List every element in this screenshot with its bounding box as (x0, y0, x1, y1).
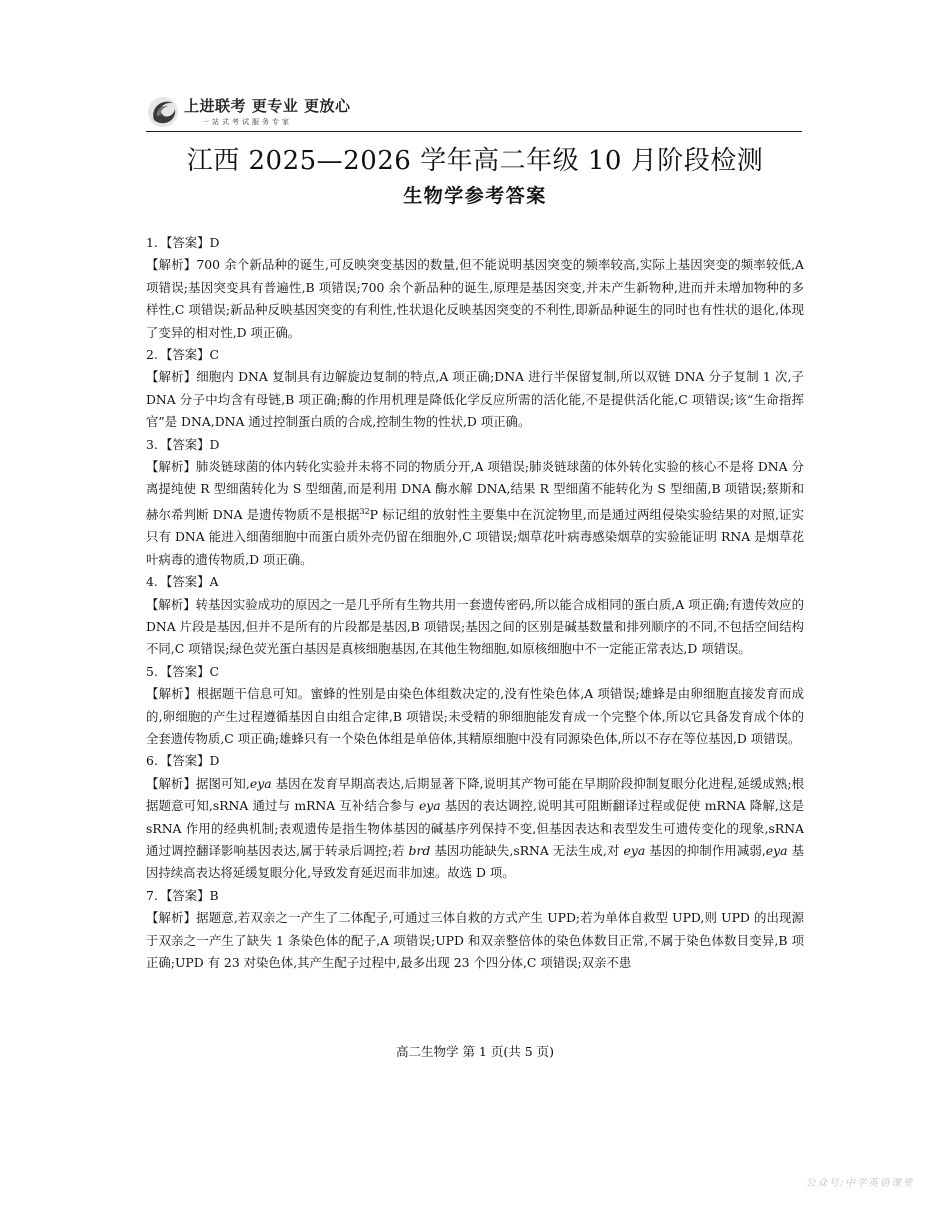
analysis-text (146, 773, 804, 885)
analysis-part: 【解析】肺炎链球菌的体内转化实验并未将不同的物质分开,A 项错误;肺炎链球菌的体外转化实验的核心不是将 DNA 分离提纯使 R 型细菌转化为 S 型细菌,而是利用 DNA 酶水解 DNA,结果 R 型细菌不能转化为 S 型细菌,B 项错误;蔡斯和赫尔希判断 DNA 是遗传物质不是根据 (146, 459, 804, 522)
exam-subtitle: 生物学参考答案 (403, 185, 547, 207)
analysis-text: 【解析】细胞内 DNA 复制具有边解旋边复制的特点,A 项正确;DNA 进行半保留复制,所以双链 DNA 分子复制 1 次,子 DNA 分子中均含有母链,B 项正确;酶的作用机理是降低化学反应所需的活化能,不是提供活化能,C 项错误;该“生命指挥官”是 DNA,DNA 通过控制蛋白质的合成,控制生物的性状,D 项正确。 (146, 369, 804, 430)
answer-text: 【答案】D (160, 235, 220, 250)
page-footer: 高二生物学 第 1 页(共 5 页) (395, 1044, 555, 1059)
question-item-2 (146, 344, 804, 434)
answer-text: 【答案】B (160, 887, 219, 903)
isotope-superscript: 32 (359, 506, 370, 516)
answer-text: 【答案】A (160, 574, 219, 590)
question-number: 5. (146, 663, 158, 679)
brand-slogan: 上进联考 更专业 更放心 (184, 97, 351, 115)
analysis-text: 【解析】700 余个新品种的诞生,可反映突变基因的数量,但不能说明基因突变的频率较高,实际上基因突变的频率较低,A 项错误;基因突变具有普遍性,B 项错误;700 余个新品种的诞生,原理是基因突变,并未产生新物种,进而并未增加物种的多样性,C 项错误;新品种反映基因突变的有利性,性状退化反映基因突变的不利性,即新品种诞生的同时也有性状的退化,体现了变异的相对性,D 项正确。 (146, 257, 804, 340)
analysis-text: 【解析】据题意,若双亲之一产生了二体配子,可通过三体自救的方式产生 UPD;若为单体自救型 UPD,则 UPD 的出现源于双亲之一产生了缺失 1 条染色体的配子,A 项错误;UPD 和双亲整倍体的染色体数目正常,不属于染色体数目变异,B 项正确;UPD 有 23 对染色体,其产生配子过程中,最多出现 23 个四分体,C 项错误;双亲不患 (146, 910, 804, 970)
question-number: 3. (146, 436, 158, 452)
brand-subslogan: 一站式考试服务专家 (202, 118, 292, 126)
answer-line (146, 344, 804, 366)
gene-name: eya (249, 775, 272, 791)
question-item-7 (146, 885, 804, 975)
answer-line (146, 885, 804, 907)
analysis-part: 基因持续高表达将延缓复眼分化,导致发育延迟而非加速。故选 D 项。 (146, 842, 804, 881)
exam-title: 江西 2025—2026 学年高二年级 10 月阶段检测 (186, 146, 764, 176)
answer-line (146, 750, 804, 772)
watermark: 公众号:中学英语课堂 (805, 1178, 914, 1189)
answer-text: 【答案】C (160, 663, 220, 679)
question-number: 6. (146, 753, 158, 769)
analysis-text: 【解析】转基因实验成功的原因之一是几乎所有生物共用一套遗传密码,所以能合成相同的蛋白质,A 项正确;有遗传效应的 DNA 片段是基因,但并不是所有的片段都是基因,B 项错误;基因之间的区别是碱基数量和排列顺序的不同,不包括空间结构不同,C 项错误;绿色荧光蛋白基因是真核细胞基因,在其他生物细胞,如原核细胞中不一定能正常表达,D 项错误。 (146, 596, 804, 657)
analysis-part: 基因在发育早期高表达,后期显著下降,说明其产物可能在早期阶段抑制复眼分化进程,延缓成熟;根据题意可知,sRNA 通过与 mRNA 互补结合参与 (146, 775, 804, 814)
question-item-6 (146, 750, 804, 884)
question-item-1 (146, 232, 804, 344)
answer-text: 【答案】D (160, 753, 220, 769)
question-number: 2. (146, 347, 158, 363)
question-number: 1. (146, 235, 158, 250)
question-item-3 (146, 434, 804, 571)
answer-text: 【答案】C (160, 347, 220, 363)
analysis-part: P 标记组的放射性主要集中在沉淀物里,而是通过两组侵染实验结果的对照,证实只有 DNA 能进入细菌细胞中而蛋白质外壳仍留在细胞外,C 项错误;烟草花叶病毒感染烟草的实验能证明 RNA 是烟草花叶病毒的遗传物质,D 项正确。 (146, 506, 804, 567)
gene-name: eya (418, 798, 441, 814)
gene-name: eya (623, 842, 646, 858)
analysis-part: 【解析】据图可知, (146, 775, 250, 791)
analysis-part: 基因功能缺失,sRNA 无法生成,对 (430, 842, 624, 858)
analysis-text: 【解析】根据题干信息可知。蜜蜂的性别是由染色体组数决定的,没有性染色体,A 项错误;雄蜂是由卵细胞直接发育而成的,卵细胞的产生过程遵循基因自由组合定律,B 项错误;未受精的卵细胞能发育成一个完整个体,所以它具备发育成个体的全套遗传物质,C 项正确;雄蜂只有一个染色体组是单倍体,其精原细胞中没有同源染色体,所以不存在等位基因,D 项错误。 (146, 686, 804, 746)
answer-line (146, 434, 804, 456)
gene-name: brd (408, 842, 431, 858)
answer-list (146, 232, 804, 974)
answer-line (146, 571, 804, 593)
question-item-5 (146, 661, 804, 751)
answer-text: 【答案】D (160, 436, 220, 452)
analysis-part: 基因的抑制作用减弱, (645, 842, 766, 858)
answer-line (146, 232, 804, 254)
analysis-part: 基因的表达调控,说明其可阻断翻译过程或促使 mRNA 降解,这是 sRNA 作用的经典机制;表观遗传是指生物体基因的碱基序列保持不变,但基因表达和表型发生可遗传变化的现象,sRNA 通过调控翻译影响基因表达,属于转录后调控;若 (146, 798, 805, 858)
gene-name: eya (765, 842, 788, 858)
question-number: 7. (146, 887, 158, 903)
brand-swirl-icon (146, 94, 180, 130)
question-number: 4. (146, 574, 158, 590)
question-item-4 (146, 571, 804, 661)
brand-logo (146, 94, 466, 130)
analysis-text (146, 456, 804, 571)
header-divider (146, 131, 802, 132)
answer-line (146, 661, 804, 683)
